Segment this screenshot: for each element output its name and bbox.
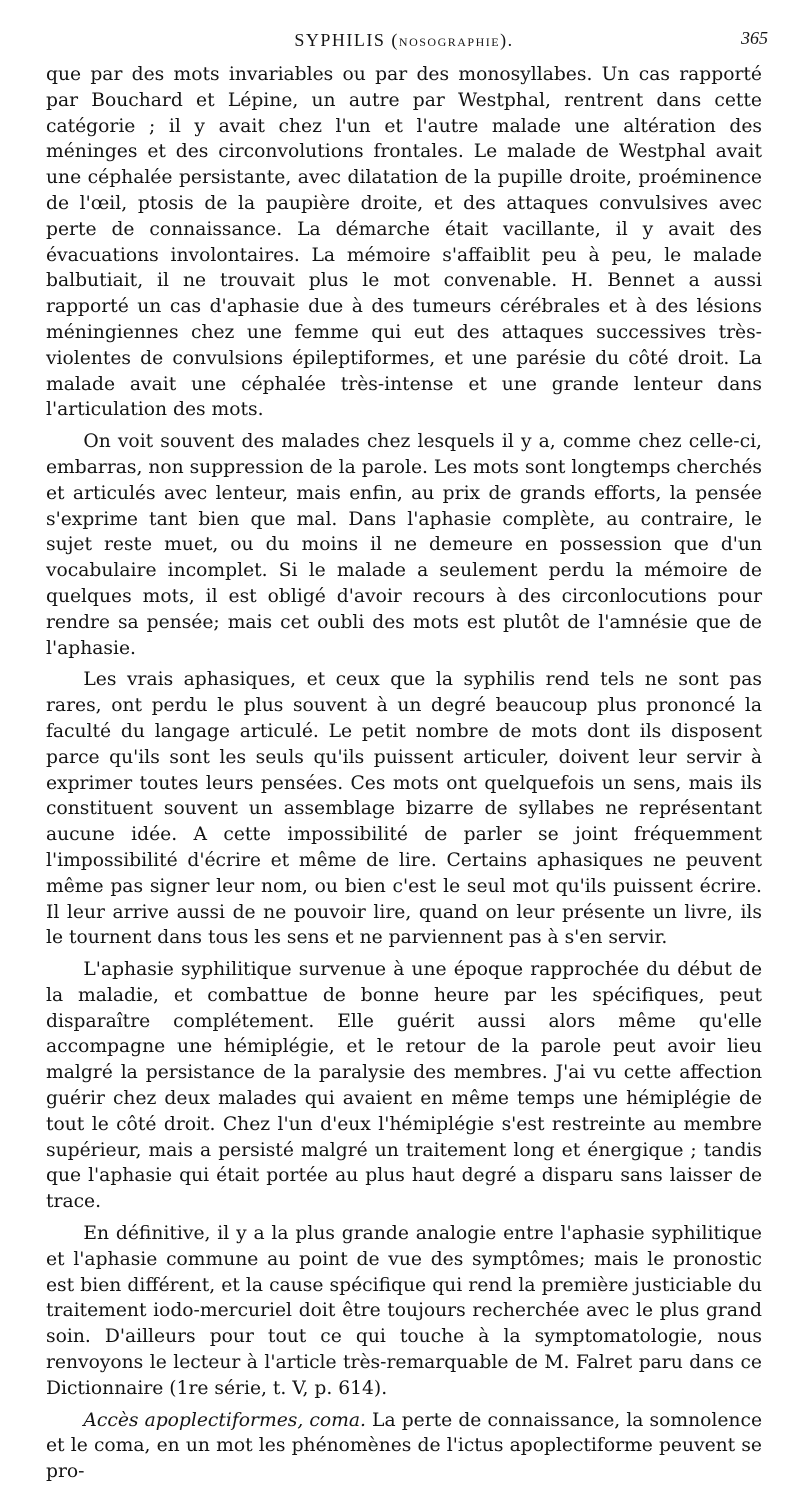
page-number: 365	[741, 28, 768, 48]
paragraph-5: En définitive, il y a la plus grande analogie entre l'aphasie syphilitique et l'aphasie commune au point de vue des symptômes; mais le pronostic est bien différent, et la cause spécifique qui rend la première justiciable du traitement iodo-mercuriel doit être toujours recherchée avec le plus grand soin. D'ailleurs pour tout ce qui touche à la symptomatologie, nous renvoyons le lecteur à l'article très-remarquable de M. Falret paru dans ce Dictionnaire (1re série, t. V, p. 614).	[46, 1223, 762, 1399]
paragraph-6	[46, 1408, 762, 1485]
running-title-main: SYPHILIS (	[294, 30, 399, 50]
body-text	[46, 62, 762, 1485]
paragraph-3: Les vrais aphasiques, et ceux que la syphilis rend tels ne sont pas rares, ont perdu le plus souvent à un degré beaucoup plus prononcé la faculté du langage articulé. Le petit nombre de mots dont ils disposent parce qu'ils sont les seuls qu'ils puissent articuler, doivent leur servir à exprimer toutes leurs pensées. Ces mots ont quelquefois un sens, mais ils constituent souvent un assemblage bizarre de syllabes ne représentant aucune idée. A cette impossibilité de parler se joint fréquemment l'impossibilité d'écrire et même de lire. Certains aphasiques ne peuvent même pas signer leur nom, ou bien c'est le seul mot qu'ils puissent écrire. Il leur arrive aussi de ne pouvoir lire, quand on leur présente un livre, ils le tournent dans tous les sens et ne parviennent pas à s'en servir.	[46, 669, 762, 949]
paragraph-4: L'aphasie syphilitique survenue à une époque rapprochée du début de la maladie, et combattue de bonne heure par les spécifiques, peut disparaître complétement. Elle guérit aussi alors même qu'elle accompagne une hémiplégie, et le retour de la parole peut avoir lieu malgré la persistance de la paralysie des membres. J'ai vu cette affection guérir chez deux malades qui avaient en même temps une hémiplégie de tout le côté droit. Chez l'un d'eux l'hémiplégie s'est restreinte au membre supérieur, mais a persisté malgré un traitement long et énergique ; tandis que l'aphasie qui était portée au plus haut degré a disparu sans laisser de trace.	[46, 959, 762, 1213]
running-title-sub: NOSOGRAPHIE	[398, 35, 501, 49]
paragraph-1: que par des mots invariables ou par des monosyllabes. Un cas rapporté par Bouchard et Lépine, un autre par Westphal, rentrent dans cette catégorie ; il y avait chez l'un et l'autre malade une altération des méninges et des circonvolutions frontales. Le malade de Westphal avait une céphalée persistante, avec dilatation de la pupille droite, proéminence de l'œil, ptosis de la paupière droite, et des attaques convulsives avec perte de connaissance. La démarche était vacillante, il y avait des évacuations involontaires. La mémoire s'affaiblit peu à peu, le malade balbutiait, il ne trouvait plus le mot convenable. H. Bennet a aussi rapporté un cas d'aphasie due à des tumeurs cérébrales et à des lésions méningiennes chez une femme qui eut des attaques successives très-violentes de convulsions épileptiformes, et une parésie du côté droit. La malade avait une céphalée très-intense et une grande lenteur dans l'articulation des mots.	[46, 64, 762, 421]
page-header	[46, 24, 768, 54]
paragraph-6-text: La perte de connaissance, la somnolence et le coma, en un mot les phénomènes de l'ictus apoplectiforme peuvent se pro-	[46, 1409, 762, 1483]
paragraph-2: On voit souvent des malades chez lesquels il y a, comme chez celle-ci, embarras, non suppression de la parole. Les mots sont longtemps cherchés et articulés avec lenteur, mais enfin, au prix de grands efforts, la pensée s'exprime tant bien que mal. Dans l'aphasie complète, au contraire, le sujet reste muet, ou du moins il ne demeure en possession que d'un vocabulaire incomplet. Si le malade a seulement perdu la mémoire de quelques mots, il est obligé d'avoir recours à des circonlocutions pour rendre sa pensée; mais cet oubli des mots est plutôt de l'amnésie que de l'aphasie.	[46, 431, 762, 659]
running-title	[46, 30, 762, 51]
section-heading-italic: Accès apoplectiformes, coma.	[83, 1409, 366, 1431]
running-title-end: ).	[500, 30, 514, 50]
